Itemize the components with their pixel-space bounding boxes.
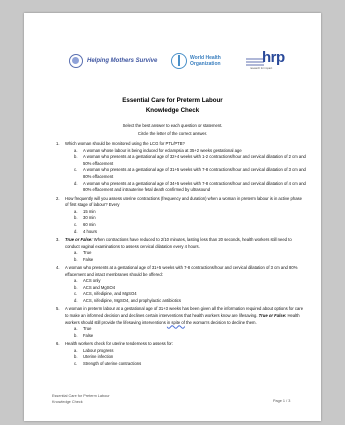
option-text: 30 min [83, 215, 96, 221]
option-letter: a. [74, 326, 78, 332]
option-text: A woman who presents at a gestational age of 32+4 weeks with 1-2 contractions/hour and cervical dilatation of 2 cm and 50% effacement [83, 154, 306, 166]
question-stem: A woman who presents at a gestational age of 31+5 weeks with 7-8 contractions/hour and cervical dilatation of 3 cm and 80% effacement and intact membranes should be offered: [65, 265, 298, 277]
option-letter: d. [74, 298, 78, 304]
option-text: A woman who presents at a gestational age of 31+5 weeks with 7-8 contractions/hour and cervical dilatation of 3 cm and 80% effacement [83, 167, 306, 179]
option-text: ACS only [83, 278, 101, 284]
answer-option[interactable] [65, 154, 306, 167]
footer-line-1: Essential Care for Preterm Labour [52, 394, 110, 398]
option-text: True [83, 326, 92, 332]
hmms-logo-text: Helping Mothers Survive [87, 58, 158, 64]
answer-option[interactable] [65, 215, 306, 222]
option-text: Uterine infection [83, 354, 114, 360]
option-text: True [83, 250, 92, 256]
option-letter: a. [74, 347, 78, 353]
option-letter: a. [74, 250, 78, 256]
question-number: 5. [56, 306, 60, 312]
option-letter: a. [74, 278, 78, 284]
question-number: 1. [56, 141, 60, 146]
document-title: Essential Care for Preterm Labour [122, 97, 223, 104]
answer-option[interactable] [65, 229, 306, 236]
who-logo [171, 50, 230, 72]
question-4 [56, 265, 306, 305]
question-stem-text: When contractions have reduced to 2/10 minutes, lasting less than 20 seconds, health workers still need to conduct vaginal examinations to assess cervical dilatation every 4 hours. [65, 236, 292, 249]
page-number: Page 1 / 3 [273, 399, 291, 403]
question-stem-part2: Health workers should still provide the lifesaving interventions [65, 313, 300, 325]
answer-option[interactable] [65, 333, 306, 340]
footer-line-2: Knowledge Check [52, 400, 83, 404]
answer-option[interactable] [65, 209, 306, 216]
option-letter: b. [74, 284, 78, 290]
option-text: 15 min [83, 208, 96, 214]
question-stem: Health workers check for uterine tenderness to assess for: [65, 341, 173, 347]
answer-option[interactable] [65, 326, 306, 333]
hmms-emblem-icon [69, 54, 83, 68]
option-letter: b. [74, 354, 78, 360]
option-text: Labour progress [83, 347, 114, 353]
instructions-line-1: Select the best answer to each question or statement. [122, 123, 223, 128]
answer-option[interactable] [65, 278, 306, 285]
hrp-logo [246, 50, 306, 74]
answer-option[interactable] [65, 354, 306, 361]
true-false-label: True or False: [65, 236, 93, 242]
who-logo-text [190, 55, 230, 67]
answer-option[interactable] [65, 250, 306, 257]
spellcheck-underlined-text: in spite of [166, 319, 185, 325]
question-5 [56, 306, 306, 339]
question-stem [65, 237, 306, 250]
option-text: ACS, nifedipine, and MgSO4 [83, 291, 137, 297]
answer-option[interactable] [65, 285, 306, 292]
answer-option[interactable] [65, 291, 306, 298]
option-text: 60 min [83, 221, 96, 227]
answer-option[interactable] [65, 222, 306, 229]
question-number: 3. [56, 236, 60, 242]
answer-option[interactable] [65, 181, 306, 194]
question-3 [56, 237, 306, 263]
question-number: 4. [56, 265, 60, 271]
question-list [56, 141, 306, 369]
document-subtitle: Knowledge Check [145, 107, 200, 114]
option-letter: a. [74, 147, 78, 153]
option-text: ACS, nifedipine, MgSO4, and prophylactic antibiotics [83, 298, 181, 304]
option-letter: b. [74, 332, 78, 338]
question-stem: How frequently will you assess uterine contractions (frequency and duration) when a woman in preterm labour is in active phase of first stage of labour? Every [65, 195, 302, 208]
option-letter: a. [74, 208, 78, 214]
option-text: Strength of uterine contractions [83, 360, 142, 366]
answer-option[interactable] [65, 348, 306, 355]
question-number: 2. [56, 195, 60, 201]
option-letter: c. [74, 167, 78, 173]
question-stem-part3: the woman's decision to decline them. [184, 319, 257, 325]
hmms-logo [69, 50, 157, 72]
true-false-label: True or False: [258, 313, 287, 319]
option-text: False [83, 332, 94, 338]
option-text: False [83, 256, 94, 262]
question-stem: Which woman should be monitored using the LCG for PTL/PTB? [65, 141, 185, 146]
option-letter: d. [74, 228, 78, 234]
question-stem [65, 306, 306, 326]
who-emblem-icon [171, 53, 187, 69]
who-logo-line1: World Health [190, 55, 221, 61]
answer-option[interactable] [65, 257, 306, 264]
option-letter: b. [74, 154, 78, 160]
option-letter: b. [74, 215, 78, 221]
question-2 [56, 196, 306, 236]
question-number: 6. [56, 341, 60, 347]
answer-option[interactable] [65, 298, 306, 305]
option-letter: c. [74, 291, 78, 297]
question-6 [56, 341, 306, 367]
option-text: A woman who presents at a gestational age of 34+5 weeks with 7-8 contractions/hour and cervical dilatation of 4 cm and 80% effacement and intrauterine fetal death confirmed by ultrasound [83, 180, 306, 193]
option-letter: c. [74, 221, 78, 227]
hrp-logo-tagline: research for impact [250, 67, 273, 70]
option-letter: b. [74, 256, 78, 262]
page-footer [52, 393, 110, 405]
answer-option[interactable] [65, 167, 306, 180]
option-letter: d. [74, 180, 78, 186]
answer-option[interactable] [65, 148, 306, 155]
answer-option[interactable] [65, 361, 306, 368]
logo-bar [24, 50, 321, 78]
hrp-logo-word: hrp [262, 49, 285, 66]
option-text: 4 hours [83, 228, 97, 234]
document-page [24, 13, 321, 421]
who-logo-line2: Organization [190, 61, 221, 67]
option-text: ACS and MgSO4 [83, 284, 116, 290]
instructions-line-2: Circle the letter of the correct answer. [137, 131, 208, 136]
question-stem-part1: A woman in preterm labour at a gestational age of 31+3 weeks has been given all the information required about options for care to make an informed decision and declines certain interventions that health workers know are lifesaving. [65, 306, 304, 319]
option-text: A woman whose labour is being induced for eclampsia at 35+2 weeks gestational age [83, 147, 242, 153]
question-1 [56, 141, 306, 194]
option-letter: c. [74, 360, 78, 366]
